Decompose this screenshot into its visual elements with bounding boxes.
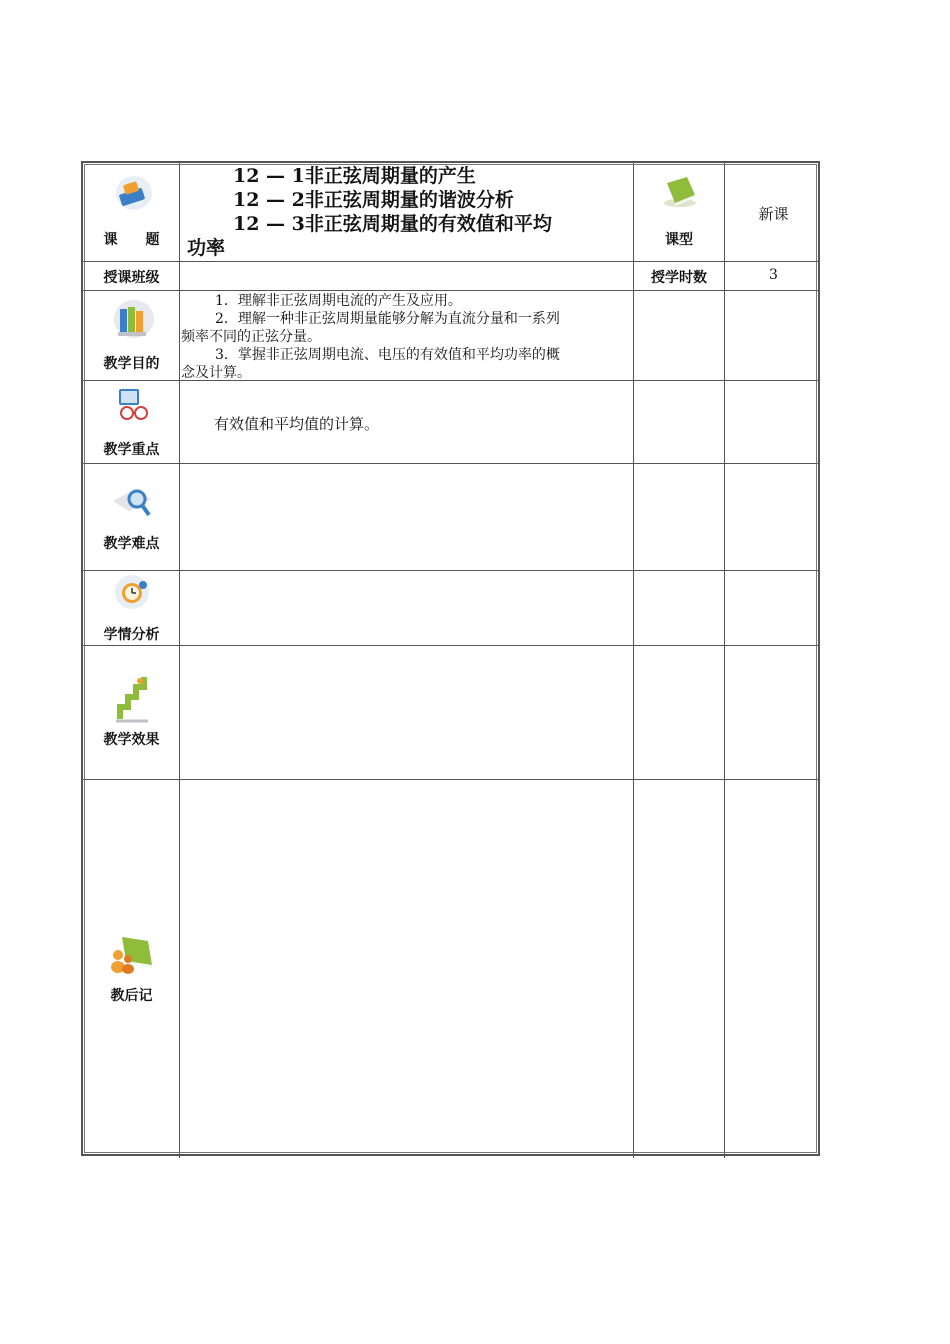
topic-icon	[83, 173, 180, 213]
reflection-label: 教后记	[110, 988, 153, 1004]
objective-3: 3．掌握非正弦周期电流、电压的有效值和平均功率的概	[215, 347, 560, 363]
difficulties-label: 教学难点	[103, 536, 160, 552]
hours-value: 3	[769, 267, 778, 283]
type-label: 课型	[665, 232, 693, 248]
objectives-content	[181, 292, 633, 382]
type-value: 新课	[758, 205, 789, 223]
topic-line-4: 功率	[187, 237, 226, 259]
topic-content	[187, 164, 632, 260]
objective-3-cont: 念及计算。	[181, 365, 251, 381]
class-label: 授课班级	[103, 270, 160, 286]
objective-1: 1．理解非正弦周期电流的产生及应用。	[215, 293, 462, 309]
row-divider	[83, 779, 818, 780]
row-divider	[83, 261, 818, 262]
key-points-label: 教学重点	[103, 442, 160, 458]
topic-line-2: 12 — 2非正弦周期量的谐波分析	[233, 189, 514, 211]
topic-label: 课 题	[103, 232, 160, 248]
row-divider	[83, 570, 818, 571]
books-icon	[83, 297, 180, 341]
col-divider	[724, 163, 725, 1158]
row-divider	[83, 290, 818, 291]
glasses-book-icon	[83, 385, 180, 425]
topic-line-3: 12 — 3非正弦周期量的有效值和平均	[233, 213, 552, 235]
effect-label: 教学效果	[103, 732, 160, 748]
clock-icon	[83, 571, 180, 613]
objectives-label: 教学目的	[103, 356, 160, 372]
objective-2: 2．理解一种非正弦周期量能够分解为直流分量和一系列	[215, 311, 560, 327]
row-divider	[83, 645, 818, 646]
key-points-text: 有效值和平均值的计算。	[214, 415, 380, 433]
book-icon	[661, 173, 701, 213]
magnifier-icon	[83, 479, 180, 523]
objective-2-cont: 频率不同的正弦分量。	[181, 329, 321, 345]
hours-label: 授学时数	[651, 270, 707, 286]
people-icon	[83, 931, 180, 975]
row-divider	[83, 463, 818, 464]
topic-line-1: 12 — 1非正弦周期量的产生	[233, 165, 476, 187]
col-divider	[633, 163, 634, 1158]
learner-analysis-label: 学情分析	[103, 627, 160, 643]
stairs-icon	[83, 671, 180, 723]
lesson-plan-table	[81, 161, 820, 1156]
